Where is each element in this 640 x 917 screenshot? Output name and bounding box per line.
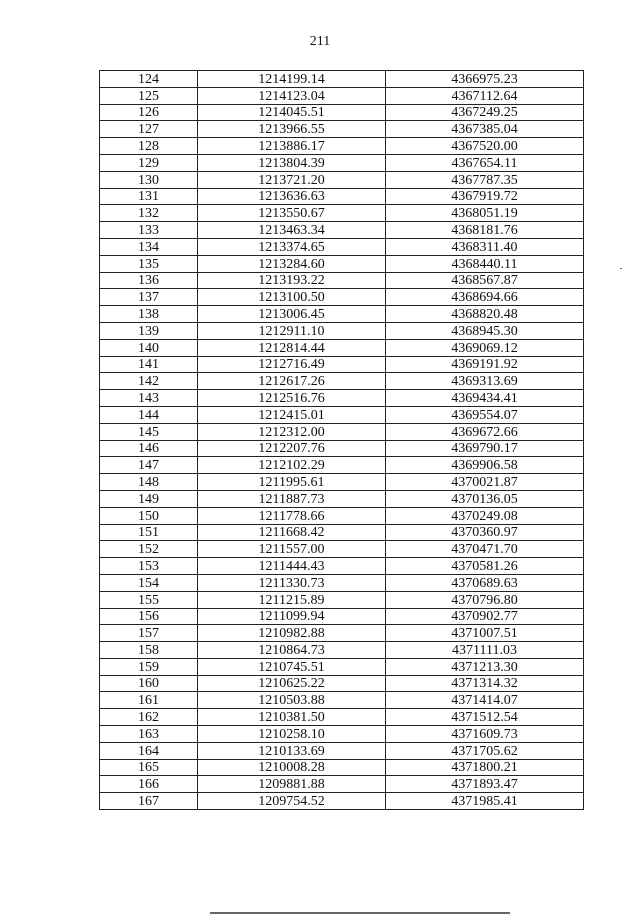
x-coordinate-cell: 1212102.29 [198,457,386,474]
table-row [100,188,584,205]
y-coordinate-cell: 4371800.21 [386,759,584,776]
y-coordinate-cell: 4371609.73 [386,726,584,743]
point-number-cell: 134 [100,238,198,255]
x-coordinate-cell: 1211557.00 [198,541,386,558]
y-coordinate-cell: 4368051.19 [386,205,584,222]
x-coordinate-cell: 1213374.65 [198,238,386,255]
point-number-cell: 165 [100,759,198,776]
x-coordinate-cell: 1212814.44 [198,339,386,356]
x-coordinate-cell: 1211444.43 [198,558,386,575]
y-coordinate-cell: 4369906.58 [386,457,584,474]
x-coordinate-cell: 1210258.10 [198,726,386,743]
table-row [100,675,584,692]
table-row [100,255,584,272]
page-bottom-edge [210,912,510,914]
x-coordinate-cell: 1209881.88 [198,776,386,793]
table-row [100,726,584,743]
x-coordinate-cell: 1210503.88 [198,692,386,709]
y-coordinate-cell: 4371111.03 [386,642,584,659]
x-coordinate-cell: 1211215.89 [198,591,386,608]
x-coordinate-cell: 1214123.04 [198,87,386,104]
table-row [100,272,584,289]
y-coordinate-cell: 4369069.12 [386,339,584,356]
x-coordinate-cell: 1213721.20 [198,171,386,188]
x-coordinate-cell: 1213006.45 [198,306,386,323]
point-number-cell: 133 [100,222,198,239]
point-number-cell: 161 [100,692,198,709]
coordinates-table [99,70,584,810]
y-coordinate-cell: 4367919.72 [386,188,584,205]
table-row [100,222,584,239]
point-number-cell: 163 [100,726,198,743]
y-coordinate-cell: 4366975.23 [386,71,584,88]
x-coordinate-cell: 1212415.01 [198,406,386,423]
point-number-cell: 162 [100,709,198,726]
table-row [100,490,584,507]
point-number-cell: 130 [100,171,198,188]
table-row [100,742,584,759]
y-coordinate-cell: 4367654.11 [386,154,584,171]
y-coordinate-cell: 4371705.62 [386,742,584,759]
y-coordinate-cell: 4369434.41 [386,390,584,407]
y-coordinate-cell: 4371314.32 [386,675,584,692]
table-row [100,474,584,491]
table-row [100,524,584,541]
y-coordinate-cell: 4370021.87 [386,474,584,491]
x-coordinate-cell: 1213100.50 [198,289,386,306]
point-number-cell: 167 [100,793,198,810]
x-coordinate-cell: 1211099.94 [198,608,386,625]
table-row [100,642,584,659]
table-row [100,356,584,373]
table-row [100,692,584,709]
table-row [100,138,584,155]
point-number-cell: 159 [100,658,198,675]
table-row [100,507,584,524]
x-coordinate-cell: 1210381.50 [198,709,386,726]
point-number-cell: 158 [100,642,198,659]
x-coordinate-cell: 1213550.67 [198,205,386,222]
table-row [100,558,584,575]
point-number-cell: 135 [100,255,198,272]
point-number-cell: 124 [100,71,198,88]
y-coordinate-cell: 4367112.64 [386,87,584,104]
y-coordinate-cell: 4371213.30 [386,658,584,675]
scan-artifact [620,268,622,269]
table-row [100,457,584,474]
point-number-cell: 137 [100,289,198,306]
y-coordinate-cell: 4367787.35 [386,171,584,188]
table-row [100,574,584,591]
y-coordinate-cell: 4370360.97 [386,524,584,541]
table-row [100,658,584,675]
table-row [100,154,584,171]
point-number-cell: 151 [100,524,198,541]
table-row [100,776,584,793]
table-row [100,289,584,306]
y-coordinate-cell: 4369790.17 [386,440,584,457]
table-row [100,625,584,642]
x-coordinate-cell: 1209754.52 [198,793,386,810]
y-coordinate-cell: 4368440.11 [386,255,584,272]
x-coordinate-cell: 1212617.26 [198,373,386,390]
x-coordinate-cell: 1210745.51 [198,658,386,675]
x-coordinate-cell: 1212716.49 [198,356,386,373]
point-number-cell: 153 [100,558,198,575]
page-number: 211 [309,34,331,49]
y-coordinate-cell: 4370249.08 [386,507,584,524]
y-coordinate-cell: 4367520.00 [386,138,584,155]
point-number-cell: 136 [100,272,198,289]
y-coordinate-cell: 4368945.30 [386,322,584,339]
point-number-cell: 142 [100,373,198,390]
x-coordinate-cell: 1214199.14 [198,71,386,88]
point-number-cell: 125 [100,87,198,104]
table-row [100,373,584,390]
table-row [100,390,584,407]
y-coordinate-cell: 4371007.51 [386,625,584,642]
y-coordinate-cell: 4368694.66 [386,289,584,306]
coordinates-table-body [100,71,584,810]
y-coordinate-cell: 4371893.47 [386,776,584,793]
point-number-cell: 160 [100,675,198,692]
y-coordinate-cell: 4371985.41 [386,793,584,810]
table-row [100,238,584,255]
point-number-cell: 152 [100,541,198,558]
point-number-cell: 145 [100,423,198,440]
table-row [100,71,584,88]
point-number-cell: 141 [100,356,198,373]
x-coordinate-cell: 1212516.76 [198,390,386,407]
point-number-cell: 128 [100,138,198,155]
y-coordinate-cell: 4369191.92 [386,356,584,373]
y-coordinate-cell: 4368820.48 [386,306,584,323]
y-coordinate-cell: 4370136.05 [386,490,584,507]
point-number-cell: 129 [100,154,198,171]
table-row [100,793,584,810]
y-coordinate-cell: 4369672.66 [386,423,584,440]
x-coordinate-cell: 1211995.61 [198,474,386,491]
table-row [100,608,584,625]
table-row [100,406,584,423]
point-number-cell: 156 [100,608,198,625]
x-coordinate-cell: 1214045.51 [198,104,386,121]
point-number-cell: 147 [100,457,198,474]
table-row [100,709,584,726]
x-coordinate-cell: 1211887.73 [198,490,386,507]
x-coordinate-cell: 1210864.73 [198,642,386,659]
x-coordinate-cell: 1213284.60 [198,255,386,272]
table-row [100,306,584,323]
x-coordinate-cell: 1210008.28 [198,759,386,776]
point-number-cell: 144 [100,406,198,423]
y-coordinate-cell: 4369313.69 [386,373,584,390]
point-number-cell: 132 [100,205,198,222]
table-row [100,121,584,138]
point-number-cell: 149 [100,490,198,507]
y-coordinate-cell: 4370581.26 [386,558,584,575]
point-number-cell: 150 [100,507,198,524]
y-coordinate-cell: 4370689.63 [386,574,584,591]
y-coordinate-cell: 4368567.87 [386,272,584,289]
table-row [100,440,584,457]
table-row [100,759,584,776]
table-row [100,104,584,121]
point-number-cell: 148 [100,474,198,491]
point-number-cell: 140 [100,339,198,356]
x-coordinate-cell: 1211668.42 [198,524,386,541]
y-coordinate-cell: 4369554.07 [386,406,584,423]
x-coordinate-cell: 1210982.88 [198,625,386,642]
y-coordinate-cell: 4367249.25 [386,104,584,121]
x-coordinate-cell: 1211778.66 [198,507,386,524]
y-coordinate-cell: 4368181.76 [386,222,584,239]
table-row [100,171,584,188]
x-coordinate-cell: 1210133.69 [198,742,386,759]
point-number-cell: 139 [100,322,198,339]
point-number-cell: 138 [100,306,198,323]
x-coordinate-cell: 1213886.17 [198,138,386,155]
x-coordinate-cell: 1212207.76 [198,440,386,457]
point-number-cell: 146 [100,440,198,457]
point-number-cell: 154 [100,574,198,591]
point-number-cell: 126 [100,104,198,121]
x-coordinate-cell: 1212312.00 [198,423,386,440]
table-row [100,339,584,356]
y-coordinate-cell: 4370471.70 [386,541,584,558]
y-coordinate-cell: 4370902.77 [386,608,584,625]
x-coordinate-cell: 1213966.55 [198,121,386,138]
y-coordinate-cell: 4368311.40 [386,238,584,255]
x-coordinate-cell: 1213804.39 [198,154,386,171]
point-number-cell: 127 [100,121,198,138]
point-number-cell: 157 [100,625,198,642]
table-row [100,205,584,222]
x-coordinate-cell: 1211330.73 [198,574,386,591]
x-coordinate-cell: 1213636.63 [198,188,386,205]
y-coordinate-cell: 4367385.04 [386,121,584,138]
y-coordinate-cell: 4371512.54 [386,709,584,726]
point-number-cell: 166 [100,776,198,793]
point-number-cell: 143 [100,390,198,407]
x-coordinate-cell: 1213193.22 [198,272,386,289]
table-row [100,87,584,104]
table-row [100,322,584,339]
table-row [100,423,584,440]
y-coordinate-cell: 4371414.07 [386,692,584,709]
x-coordinate-cell: 1212911.10 [198,322,386,339]
point-number-cell: 131 [100,188,198,205]
x-coordinate-cell: 1213463.34 [198,222,386,239]
x-coordinate-cell: 1210625.22 [198,675,386,692]
table-row [100,541,584,558]
y-coordinate-cell: 4370796.80 [386,591,584,608]
point-number-cell: 164 [100,742,198,759]
point-number-cell: 155 [100,591,198,608]
table-row [100,591,584,608]
